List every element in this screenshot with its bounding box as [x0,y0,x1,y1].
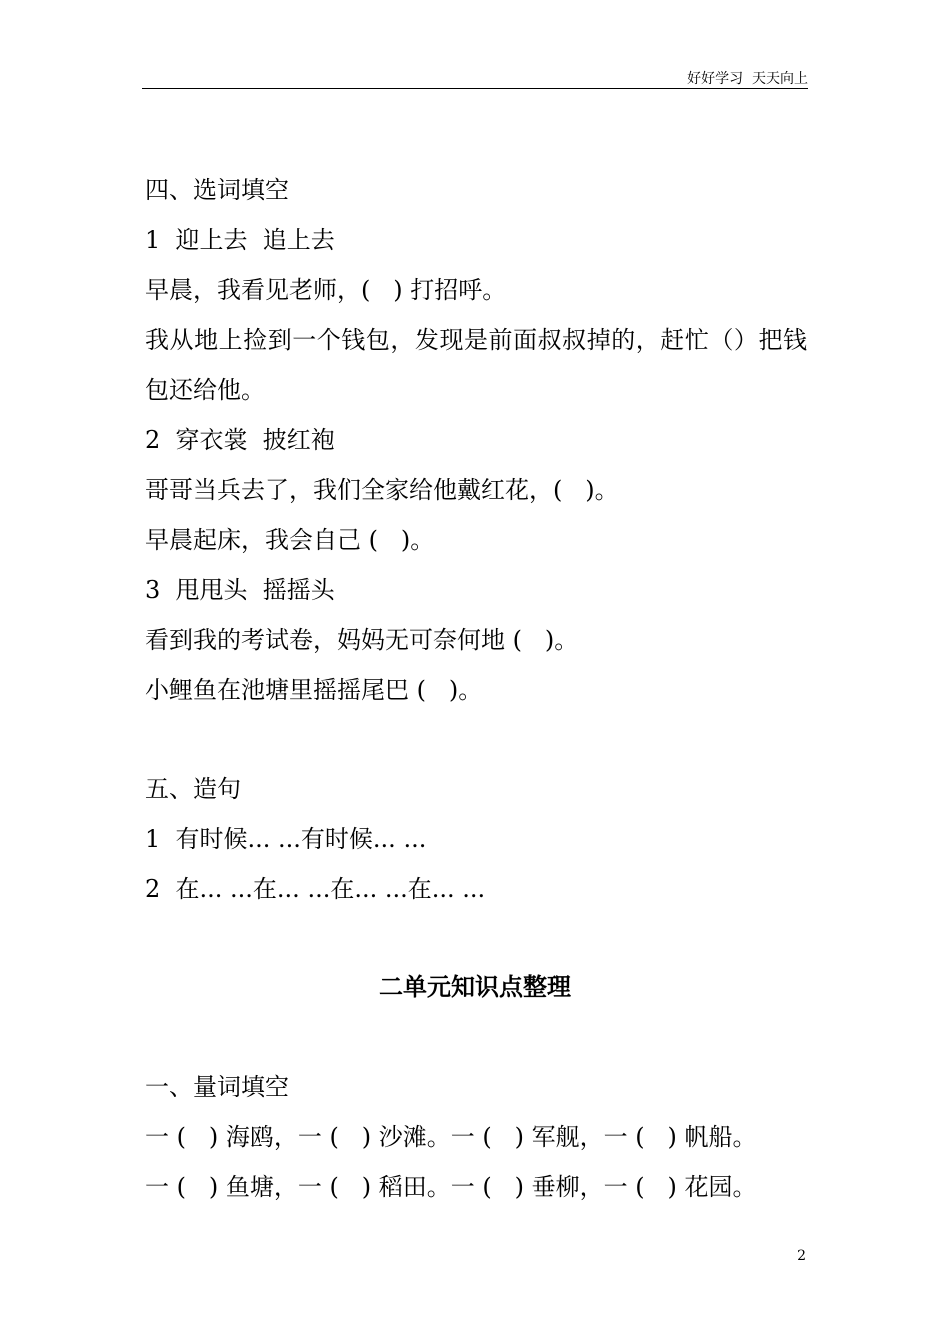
group-1-sentence-2-line-1: 我从地上捡到一个钱包，发现是前面叔叔掉的，赶忙（）把钱 [145,326,807,354]
page-number: 2 [797,1248,806,1264]
group-2-options: 2 穿衣裳 披红袍 [145,426,335,454]
sentence-item-1: 1 有时候... ...有时候... ... [145,825,427,853]
group-2-sentence-2: 早晨起床，我会自己 ( )。 [145,526,435,554]
header-rule [142,88,808,89]
section-5-heading: 五、造句 [145,775,241,803]
group-1-sentence-1: 早晨，我看见老师，( ) 打招呼。 [145,276,507,304]
group-2-sentence-1: 哥哥当兵去了，我们全家给他戴红花，( )。 [145,476,619,504]
measure-word-heading: 一、量词填空 [145,1073,289,1101]
group-3-options: 3 甩甩头 摇摇头 [145,576,335,604]
group-1-sentence-2-line-2: 包还给他。 [145,376,265,404]
group-3-sentence-1: 看到我的考试卷，妈妈无可奈何地 ( )。 [145,626,579,654]
sentence-item-2: 2 在... ...在... ...在... ...在... ... [145,875,486,903]
running-header: 好好学习 天天向上 [687,71,808,87]
measure-word-row-1: 一 ( ) 海鸥，一 ( ) 沙滩。一 ( ) 军舰，一 ( ) 帆船。 [145,1123,757,1151]
group-3-sentence-2: 小鲤鱼在池塘里摇摇尾巴 ( )。 [145,676,483,704]
group-1-options: 1 迎上去 追上去 [145,226,335,254]
section-4-heading: 四、选词填空 [145,176,289,204]
unit-2-title: 二单元知识点整理 [379,972,571,1001]
measure-word-row-2: 一 ( ) 鱼塘，一 ( ) 稻田。一 ( ) 垂柳，一 ( ) 花园。 [145,1173,757,1201]
